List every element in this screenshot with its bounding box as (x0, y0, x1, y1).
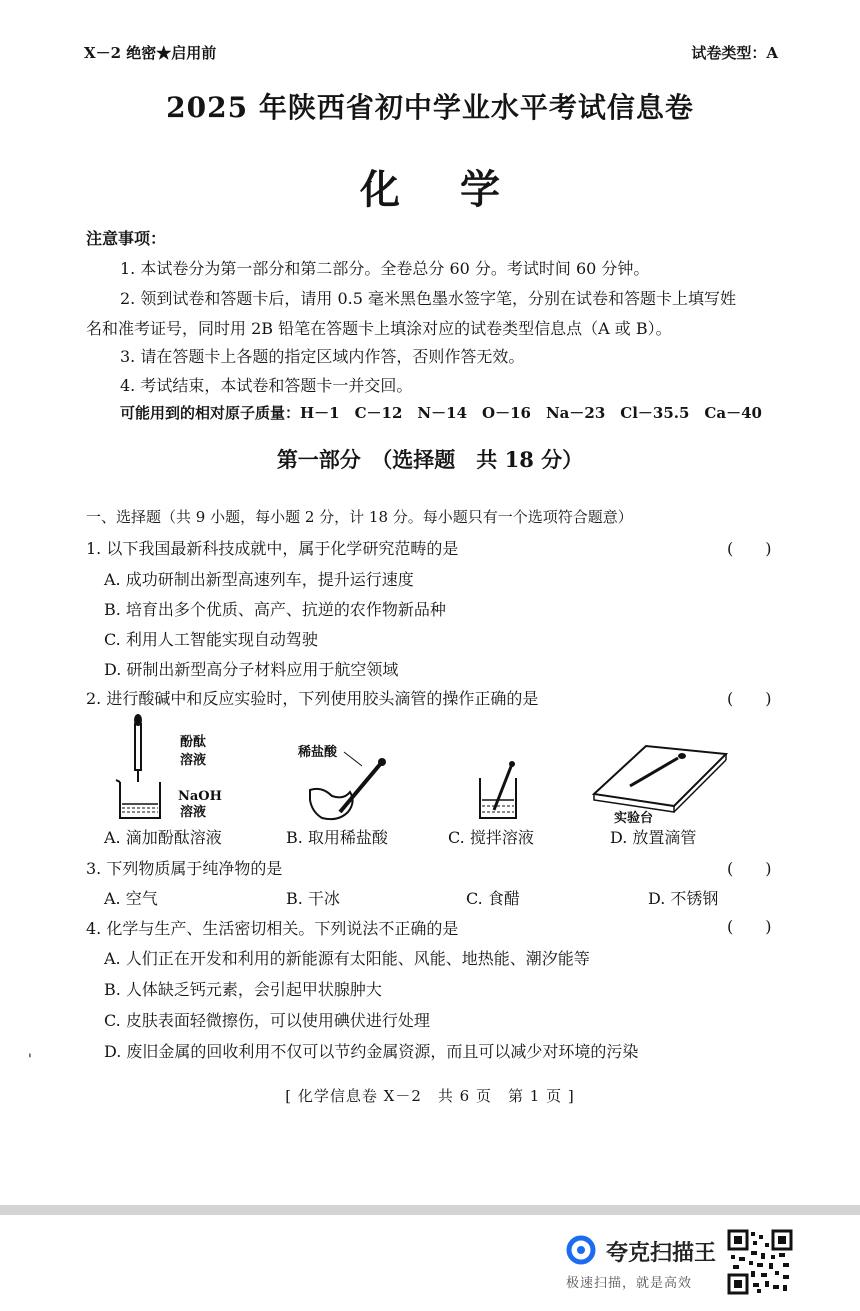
q1-option-a: A. 成功研制出新型高速列车，提升运行速度 (104, 570, 414, 589)
answer-paren: ( ) (727, 917, 772, 936)
notice-heading: 注意事项： (86, 229, 167, 248)
notice-item: 名和准考证号，同时用 2B 铅笔在答题卡上填涂对应的试卷类型信息点（A 或 B）。 (86, 319, 672, 338)
q4-option-a: A. 人们正在开发和利用的新能源有太阳能、风能、地热能、潮汐能等 (104, 949, 590, 968)
qr-code-icon (727, 1229, 793, 1295)
figure-c-stir-beaker (472, 760, 532, 824)
label-hcl: 稀盐酸 (298, 745, 338, 760)
q2-option-d: D. 放置滴管 (610, 828, 697, 847)
label-phenol-1: 酚酞 (180, 735, 207, 750)
scan-speck: ' (28, 1052, 32, 1068)
q1-option-d: D. 研制出新型高分子材料应用于航空领域 (104, 660, 399, 679)
quark-logo-icon (566, 1235, 596, 1265)
q3-option-b: B. 干冰 (286, 889, 340, 908)
label-bench: 实验台 (614, 811, 654, 826)
answer-paren: ( ) (727, 689, 772, 708)
question-3-stem: 3. 下列物质属于纯净物的是 (86, 859, 283, 878)
q3-option-a: A. 空气 (104, 889, 158, 908)
page-footer: [ 化学信息卷 X－2 共 6 页 第 1 页 ] (285, 1087, 575, 1105)
section-title: 第一部分 （选择题 共 18 分） (276, 447, 584, 472)
question-1-stem: 1. 以下我国最新科技成就中，属于化学研究范畴的是 (86, 539, 459, 558)
scanner-brand: 夸克扫描王 (606, 1241, 717, 1266)
q2-option-a: A. 滴加酚酞溶液 (104, 828, 222, 847)
label-naoh-1: NaOH (178, 789, 222, 804)
paper-code: X－2 绝密★启用前 (84, 44, 217, 62)
q2-option-b: B. 取用稀盐酸 (286, 828, 388, 847)
atomic-mass-line: 可能用到的相对原子质量：H－1 C－12 N－14 O－16 Na－23 Cl－35.5 Ca－40 (120, 404, 762, 422)
q4-option-d: D. 废旧金属的回收利用不仅可以节约金属资源，而且可以减少对环境的污染 (104, 1042, 639, 1061)
q3-option-d: D. 不锈钢 (648, 889, 719, 908)
notice-item: 1. 本试卷分为第一部分和第二部分。全卷总分 60 分。考试时间 60 分钟。 (120, 259, 650, 278)
figure-a-dropper-beaker (110, 712, 240, 824)
notice-item: 2. 领到试卷和答题卡后，请用 0.5 毫米黑色墨水签字笔，分别在试卷和答题卡上填写姓 (120, 289, 736, 308)
notice-item: 3. 请在答题卡上各题的指定区域内作答，否则作答无效。 (120, 347, 525, 366)
figure-b-hand-dropper (292, 740, 402, 824)
q3-option-c: C. 食醋 (466, 889, 520, 908)
figure-d-dropper-bench (590, 740, 730, 824)
label-naoh-2: 溶液 (180, 805, 207, 820)
section-instruction: 一、选择题（共 9 小题，每小题 2 分，计 18 分。每小题只有一个选项符合题意） (86, 508, 633, 526)
scanner-slogan: 极速扫描，就是高效 (566, 1276, 693, 1291)
subject-title: 化学 (360, 166, 560, 213)
q2-option-c: C. 搅拌溶液 (448, 828, 534, 847)
q4-option-b: B. 人体缺乏钙元素，会引起甲状腺肿大 (104, 980, 382, 999)
q1-option-b: B. 培育出多个优质、高产、抗逆的农作物新品种 (104, 600, 446, 619)
question-2-stem: 2. 进行酸碱中和反应实验时，下列使用胶头滴管的操作正确的是 (86, 689, 539, 708)
exam-title: 2025 年陕西省初中学业水平考试信息卷 (166, 91, 694, 124)
question-4-stem: 4. 化学与生产、生活密切相关。下列说法不正确的是 (86, 919, 459, 938)
q4-option-c: C. 皮肤表面轻微擦伤，可以使用碘伏进行处理 (104, 1011, 430, 1030)
page-separator (0, 1205, 860, 1215)
label-phenol-2: 溶液 (180, 753, 207, 768)
answer-paren: ( ) (727, 859, 772, 878)
paper-type: 试卷类型：A (691, 44, 778, 62)
q1-option-c: C. 利用人工智能实现自动驾驶 (104, 630, 318, 649)
answer-paren: ( ) (727, 539, 772, 558)
notice-item: 4. 考试结束，本试卷和答题卡一并交回。 (120, 376, 413, 395)
